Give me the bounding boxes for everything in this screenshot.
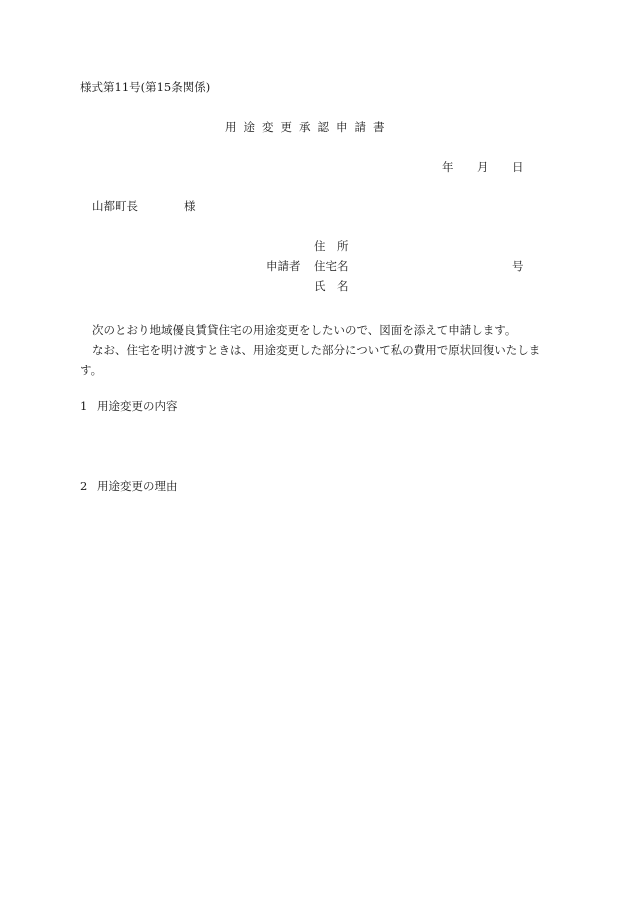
statement-paragraph-2: なお、住宅を明け渡すときは、用途変更した部分について私の費用で原状回復いたします。 <box>80 343 541 377</box>
date-month-label: 月 <box>477 160 489 174</box>
home-number-suffix: 号 <box>512 259 524 273</box>
section-number: 1 <box>80 399 88 413</box>
form-number: 様式第11号(第15条関係) <box>80 80 211 94</box>
document-title: 用途変更承認申請書 <box>225 120 392 134</box>
addressee-honorific: 様 <box>184 199 196 213</box>
name-label: 氏 名 <box>314 279 349 293</box>
statement-paragraph-1: 次のとおり地域優良賃貸住宅の用途変更をしたいので、図面を添えて申請します。 <box>92 323 517 337</box>
section-number: 2 <box>80 479 88 493</box>
application-statement <box>80 320 552 380</box>
address-label: 住 所 <box>314 239 349 253</box>
section-heading-content <box>80 401 178 413</box>
section-title: 用途変更の理由 <box>97 479 178 493</box>
home-name-label: 住宅名 <box>314 259 349 273</box>
date-day-label: 日 <box>512 160 524 174</box>
applicant-label: 申請者 <box>266 259 301 273</box>
section-title: 用途変更の内容 <box>97 399 178 413</box>
section-heading-reason <box>80 481 178 493</box>
addressee-name: 山都町長 <box>92 199 138 213</box>
date-year-label: 年 <box>442 160 454 174</box>
